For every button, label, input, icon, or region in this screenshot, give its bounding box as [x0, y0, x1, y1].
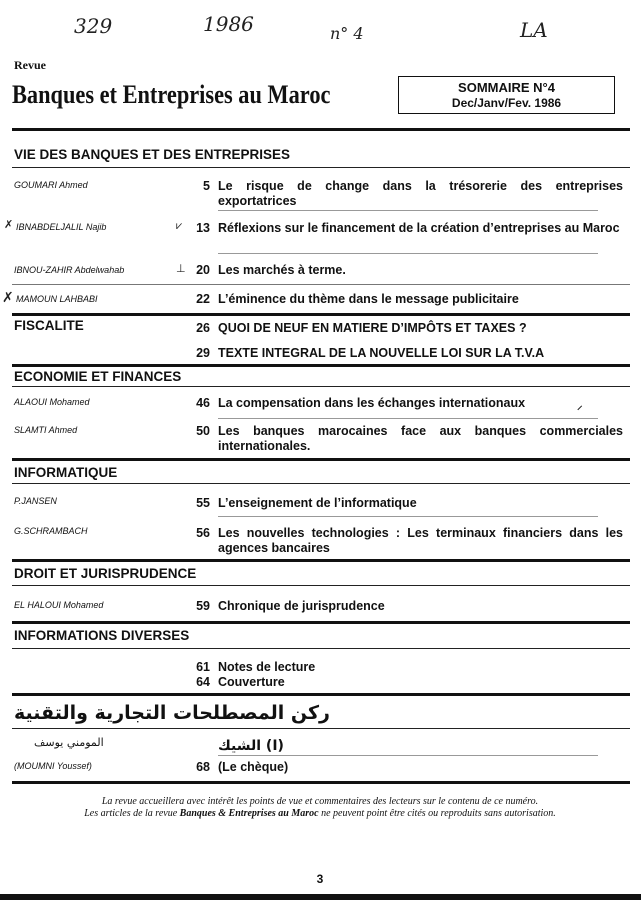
section-economie: ECONOMIE ET FINANCES: [14, 369, 182, 384]
entry-page: 59: [196, 599, 210, 613]
handwritten-note-number: 329: [74, 14, 113, 38]
entry-title: Couverture: [218, 675, 285, 689]
entry-page: 64: [196, 675, 210, 689]
handwritten-x-mark: ✗: [4, 219, 14, 231]
entry-author: IBNOU-ZAHIR Abdelwahab: [14, 265, 125, 275]
entry-title: TEXTE INTEGRAL DE LA NOUVELLE LOI SUR LA T.V.A: [218, 346, 545, 360]
entry-title: Le risque de change dans la trésorerie des entreprises exportatrices: [218, 179, 623, 208]
footer-line-1: La revue accueillera avec intérêt les points de vue et commentaires des lecteurs sur le contenu de ce numéro.: [101, 796, 539, 807]
entry-title: Les nouvelles technologies : Les terminaux financiers dans les agences bancaires: [218, 526, 623, 555]
section-rule: [12, 693, 630, 696]
handwritten-note-year: 1986: [203, 12, 254, 36]
section-rule: [12, 781, 630, 784]
entry-page: 26: [196, 321, 210, 335]
revue-label: Revue: [14, 58, 46, 72]
section-rule: [12, 458, 630, 461]
handwritten-tick-mark: ⸝: [577, 400, 583, 412]
entry-title: La compensation dans les échanges internationaux: [218, 396, 526, 410]
entry-page: 20: [196, 263, 210, 277]
header-rule: [12, 128, 630, 131]
entry-author: EL HALOUI Mohamed: [14, 600, 104, 610]
section-rule: [12, 559, 630, 562]
section-rule: [12, 621, 630, 624]
entry-author: MAMOUN LAHBABI: [16, 294, 98, 304]
entry-author: GOUMARI Ahmed: [14, 180, 88, 190]
entry-title: Les marchés à terme.: [218, 263, 346, 277]
entry-title: (Le chèque): [218, 760, 289, 774]
bottom-edge: [0, 894, 641, 900]
arabic-author: المومني يوسف: [34, 736, 104, 749]
footer-note: [20, 796, 620, 820]
divider: [12, 648, 630, 649]
entry-title: Les banques marocaines face aux banques commerciales internationales.: [218, 424, 623, 453]
entry-page: 22: [196, 292, 210, 306]
divider: [12, 483, 630, 484]
divider: [12, 728, 630, 729]
entry-title: L’enseignement de l’informatique: [218, 496, 417, 510]
entry-author: (MOUMNI Youssef): [14, 761, 92, 771]
divider: [218, 253, 598, 254]
entry-title: Chronique de jurisprudence: [218, 599, 385, 613]
section-informations: INFORMATIONS DIVERSES: [14, 628, 190, 643]
handwritten-note-initials: LA: [520, 18, 548, 42]
section-rule: [12, 313, 630, 316]
entry-page: 13: [196, 221, 210, 235]
divider: [218, 755, 598, 756]
journal-title: Banques et Entreprises au Maroc: [12, 80, 331, 109]
entry-title: Réflexions sur le financement de la création d’entreprises au Maroc: [218, 221, 620, 235]
divider: [218, 210, 598, 211]
entry-author: P.JANSEN: [14, 496, 57, 506]
section-fiscalite: FISCALITE: [14, 318, 84, 333]
entry-page: 50: [196, 424, 210, 438]
divider: [12, 585, 630, 586]
entry-author: ALAOUI Mohamed: [14, 397, 90, 407]
divider: [12, 284, 630, 285]
entry-author: IBNABDELJALIL Najib: [16, 222, 107, 232]
sommaire-title: SOMMAIRE N°4: [458, 80, 555, 95]
entry-title: L’éminence du thème dans le message publicitaire: [218, 292, 519, 306]
entry-page: 55: [196, 496, 210, 510]
handwritten-note-issue: n° 4: [330, 24, 364, 43]
entry-page: 46: [196, 396, 210, 410]
divider: [218, 516, 598, 517]
section-arabic-terms: ركن المصطلحات التجارية والتقنية: [14, 702, 330, 724]
entry-title: QUOI DE NEUF EN MATIERE D’IMPÔTS ET TAXES ?: [218, 321, 527, 335]
divider: [218, 418, 598, 419]
section-vie-banques: VIE DES BANQUES ET DES ENTREPRISES: [14, 147, 291, 162]
entry-page: 56: [196, 526, 210, 540]
handwritten-x-mark: ✗: [2, 289, 14, 305]
entry-page: 68: [196, 760, 210, 774]
handwritten-tick-mark: ⊥: [176, 263, 186, 275]
handwritten-tick-mark: ⩗: [176, 220, 183, 232]
entry-page: 5: [203, 179, 210, 193]
entry-author: SLAMTI Ahmed: [14, 425, 78, 435]
arabic-entry-title: الشيك (I): [218, 738, 284, 754]
page-number: 3: [316, 872, 324, 886]
sommaire-box: [398, 76, 615, 114]
entry-page: 29: [196, 346, 210, 360]
section-droit: DROIT ET JURISPRUDENCE: [14, 566, 197, 581]
section-rule: [12, 364, 630, 367]
divider: [12, 386, 630, 387]
section-informatique: INFORMATIQUE: [14, 465, 118, 480]
entry-author: G.SCHRAMBACH: [14, 526, 88, 536]
sommaire-date: Dec/Janv/Fev. 1986: [451, 96, 562, 110]
divider: [12, 167, 630, 168]
footer-line-2: Les articles de la revue Banques & Entreprises au Maroc ne peuvent point être cités ou reproduits sans autorisation.: [84, 808, 556, 819]
entry-page: 61: [196, 660, 210, 674]
entry-title: Notes de lecture: [218, 660, 316, 674]
